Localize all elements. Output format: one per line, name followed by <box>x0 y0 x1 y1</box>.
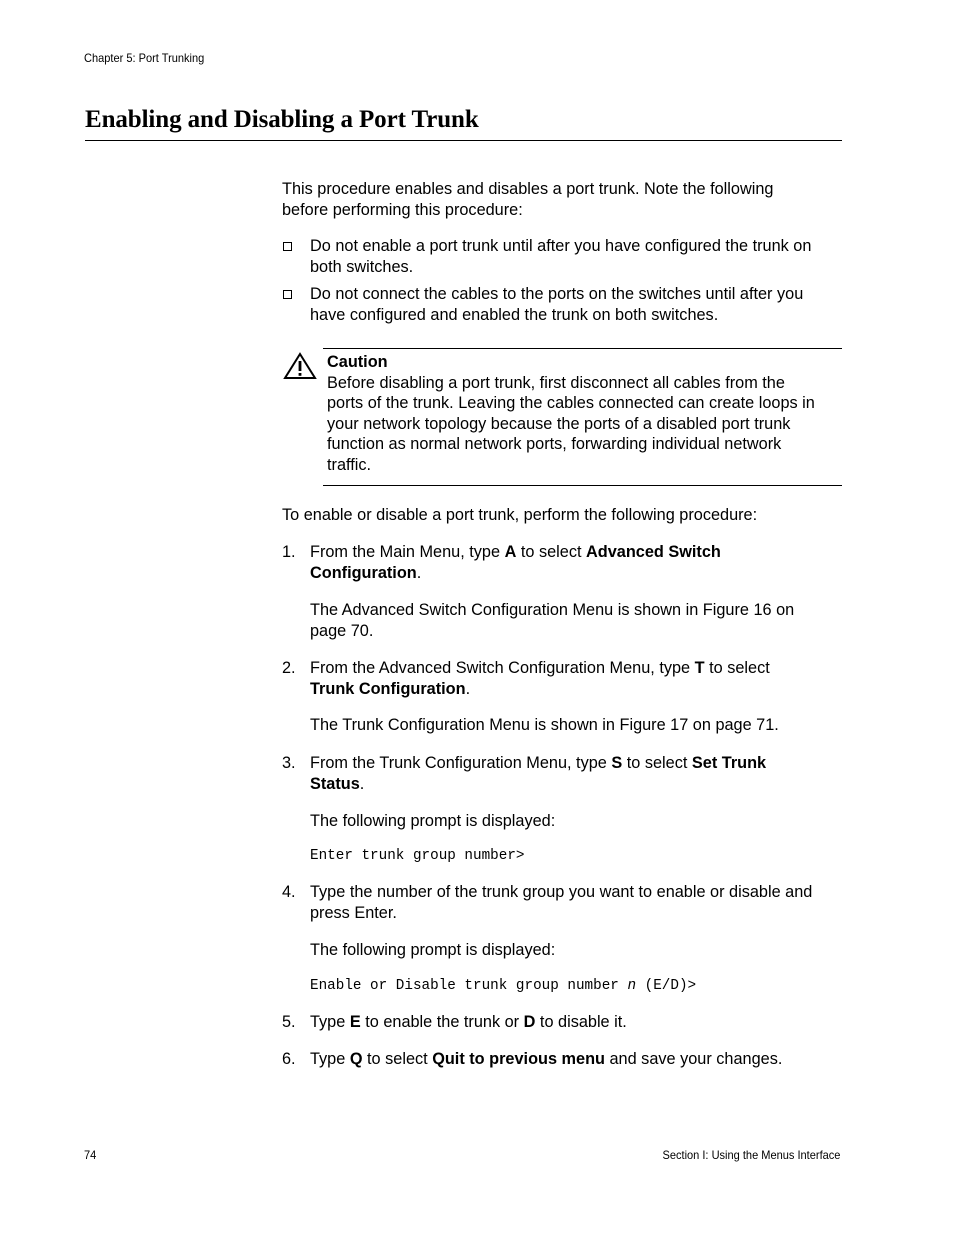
step-text: to select <box>704 659 770 677</box>
caution-top-rule <box>323 348 842 349</box>
step-number: 4. <box>282 883 296 901</box>
step-text: press Enter. <box>310 903 397 922</box>
note-line: both switches. <box>310 257 414 276</box>
note-item <box>310 236 811 277</box>
prompt-text <box>310 977 696 995</box>
note-line: page 70. <box>310 621 374 640</box>
step-number: 2. <box>282 659 296 677</box>
menu-option: Quit to previous menu <box>432 1050 605 1068</box>
menu-option: Status <box>310 774 360 793</box>
page-number: 74 <box>84 1148 97 1162</box>
step-text: . <box>416 563 422 582</box>
step-number: 3. <box>282 754 296 772</box>
caution-line: your network topology because the ports of a disabled port trunk <box>327 414 791 433</box>
step-6 <box>310 1049 782 1070</box>
menu-key: S <box>611 754 623 772</box>
intro-line: before performing this procedure: <box>282 200 523 219</box>
section-title: Enabling and Disabling a Port Trunk <box>85 106 479 133</box>
caution-line: traffic. <box>327 455 372 474</box>
warning-triangle-icon <box>283 352 317 380</box>
procedure-intro: To enable or disable a port trunk, perform the following procedure: <box>282 506 758 524</box>
running-head: Chapter 5: Port Trunking <box>84 51 205 65</box>
step-text: . <box>465 679 471 698</box>
step-text: From the Advanced Switch Configuration Menu, type <box>310 659 695 677</box>
step-text: and save your changes. <box>604 1050 783 1068</box>
step-5 <box>310 1012 627 1033</box>
step-2-note: The Trunk Configuration Menu is shown in Figure 17 on page 71. <box>310 716 779 734</box>
step-3-note: The following prompt is displayed: <box>310 812 556 830</box>
step-text: From the Main Menu, type <box>310 543 505 561</box>
step-3 <box>310 753 766 794</box>
caution-line: function as normal network ports, forwarding individual network <box>327 435 782 453</box>
note-line: have configured and enabled the trunk on both switches. <box>310 305 719 324</box>
footer-section-label: Section I: Using the Menus Interface <box>662 1148 840 1162</box>
step-text: to select <box>516 543 587 561</box>
caution-bottom-rule <box>323 485 842 486</box>
note-line: Do not enable a port trunk until after you have configured the trunk on <box>310 237 812 255</box>
step-number: 6. <box>282 1050 296 1068</box>
menu-key: T <box>694 659 705 677</box>
step-1-note <box>310 600 794 641</box>
step-2 <box>310 658 770 699</box>
step-number: 1. <box>282 543 296 561</box>
step-text: From the Trunk Configuration Menu, type <box>310 754 612 772</box>
note-item <box>310 284 803 325</box>
step-text: Type <box>310 1013 350 1031</box>
menu-key: Q <box>349 1050 363 1068</box>
prompt-part: (E/D)> <box>636 978 697 994</box>
menu-option: Configuration <box>310 563 417 582</box>
step-text: to select <box>622 754 692 772</box>
step-text: to select <box>362 1050 433 1068</box>
step-text: . <box>359 774 365 793</box>
menu-option: Advanced Switch <box>586 543 721 561</box>
menu-option: Set Trunk <box>691 754 767 772</box>
intro-line: This procedure enables and disables a port trunk. Note the following <box>282 180 774 198</box>
menu-key: E <box>349 1013 361 1031</box>
step-number: 5. <box>282 1013 296 1031</box>
step-text: to enable the trunk or <box>360 1013 524 1031</box>
intro-paragraph <box>282 179 773 220</box>
title-rule <box>85 140 842 141</box>
note-line: Do not connect the cables to the ports on the switches until after you <box>310 285 804 303</box>
caution-heading: Caution <box>327 353 388 371</box>
prompt-variable: n <box>627 978 637 994</box>
menu-key: D <box>523 1013 536 1031</box>
prompt-part: Enable or Disable trunk group number <box>310 978 628 994</box>
step-text: to disable it. <box>535 1013 627 1031</box>
note-line: The Advanced Switch Configuration Menu is shown in Figure 16 on <box>310 601 795 619</box>
caution-line: Before disabling a port trunk, first disconnect all cables from the <box>327 373 785 392</box>
step-4 <box>310 882 812 923</box>
step-1 <box>310 542 721 583</box>
prompt-text: Enter trunk group number> <box>310 848 525 864</box>
caution-block <box>327 352 815 475</box>
bullet-box-icon <box>283 242 292 251</box>
caution-line: ports of the trunk. Leaving the cables connected can create loops in <box>327 394 815 412</box>
bullet-box-icon <box>283 290 292 299</box>
menu-option: Trunk Configuration <box>310 679 466 698</box>
step-text: Type <box>310 1050 350 1068</box>
step-text: Type the number of the trunk group you want to enable or disable and <box>310 883 813 901</box>
menu-key: A <box>504 543 517 561</box>
step-4-note: The following prompt is displayed: <box>310 941 556 959</box>
